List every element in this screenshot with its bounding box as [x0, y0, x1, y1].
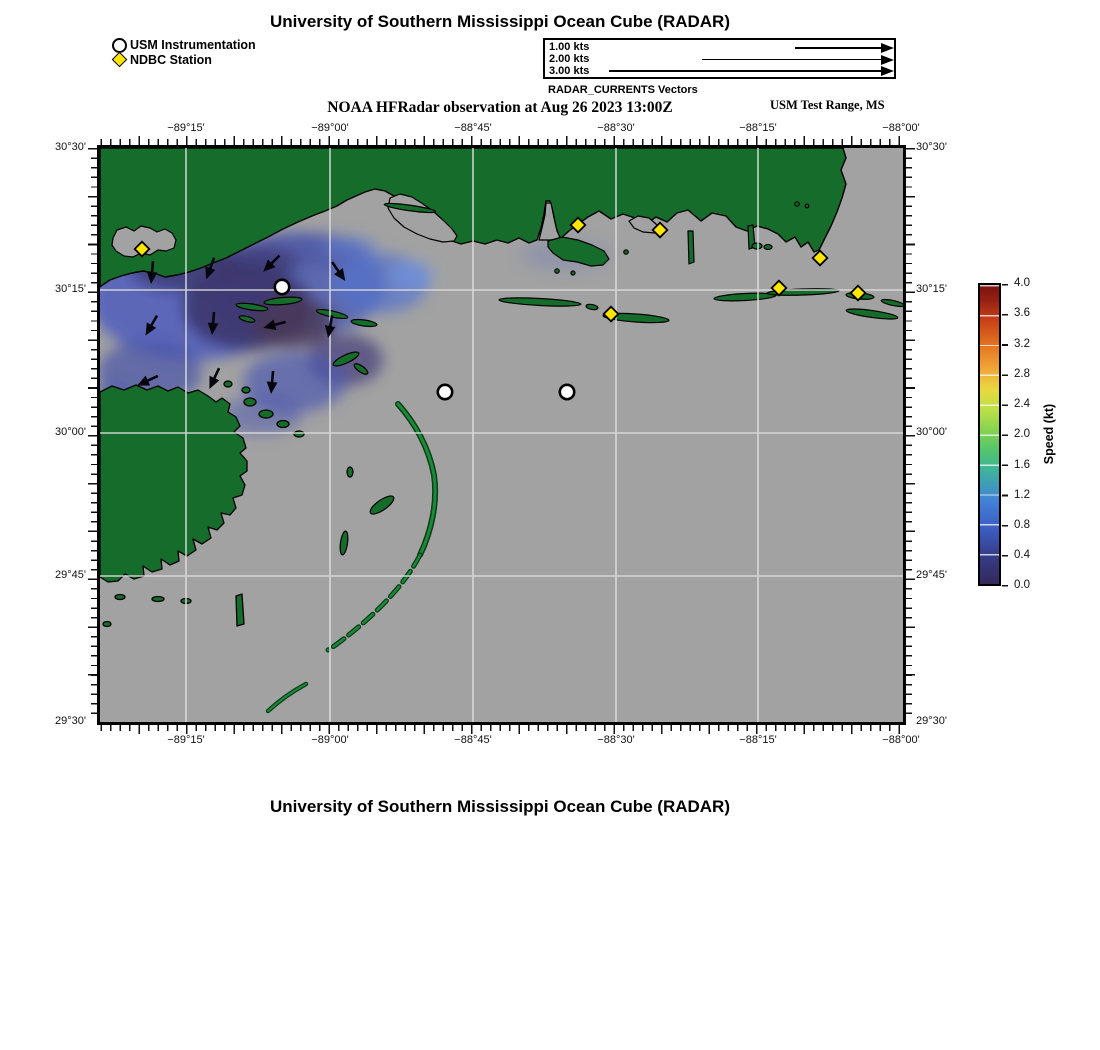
left-lat-label: 29°30'	[55, 715, 86, 727]
ndbc-station-icon	[111, 52, 127, 68]
colorbar-tick-label: 2.4	[1014, 398, 1030, 410]
top-lon-label: −88°45'	[454, 122, 492, 134]
colorbar-tick-label: 0.4	[1014, 549, 1030, 561]
colorbar-level-lines	[980, 285, 999, 584]
left-lat-label: 30°00'	[55, 426, 86, 438]
bottom-lon-label: −89°00'	[311, 734, 349, 746]
top-lon-label: −89°15'	[167, 122, 205, 134]
colorbar-tick-label: 3.2	[1014, 338, 1030, 350]
bottom-lon-label: −88°00'	[882, 734, 920, 746]
bottom-lon-label: −88°15'	[739, 734, 777, 746]
vector-scale-box	[543, 38, 896, 79]
page-title-bottom: University of Southern Mississippi Ocean Cube (RADAR)	[269, 797, 730, 816]
bottom-lon-label: −89°15'	[167, 734, 205, 746]
range-label: USM Test Range, MS	[770, 98, 885, 112]
usm-site-marker	[438, 385, 452, 399]
left-lat-label: 29°45'	[55, 569, 86, 581]
right-axis-minor-ticks	[906, 148, 912, 722]
speed-colorbar	[978, 283, 1001, 586]
colorbar-ticks	[1002, 284, 1008, 587]
top-lon-label: −89°00'	[311, 122, 349, 134]
right-lat-label: 30°30'	[916, 141, 947, 153]
colorbar-tick-label: 0.0	[1014, 579, 1030, 591]
scale-1kt-label: 1.00 kts	[549, 41, 590, 53]
colorbar-tick-label: 4.0	[1014, 277, 1030, 289]
colorbar-tick-label: 2.0	[1014, 428, 1030, 440]
page-title-top: University of Southern Mississippi Ocean Cube (RADAR)	[269, 12, 730, 31]
scale-2kt-label: 2.00 kts	[549, 53, 590, 65]
left-lat-label: 30°30'	[55, 141, 86, 153]
colorbar-tick-label: 3.6	[1014, 307, 1030, 319]
bottom-lon-label: −88°45'	[454, 734, 492, 746]
scale-2kt-arrowhead-icon	[881, 55, 894, 65]
vector-scale-caption: RADAR_CURRENTS Vectors	[548, 84, 698, 96]
map-plot-area	[97, 145, 906, 725]
scale-3kt-label: 3.00 kts	[549, 65, 590, 77]
scale-1kt-arrow-line	[795, 47, 883, 49]
top-lon-label: −88°00'	[882, 122, 920, 134]
colorbar-tick-label: 0.8	[1014, 519, 1030, 531]
colorbar-tick-label: 1.6	[1014, 459, 1030, 471]
map-svg	[100, 148, 903, 722]
right-lat-label: 30°00'	[916, 426, 947, 438]
scale-3kt-arrowhead-icon	[881, 66, 894, 76]
left-lat-label: 30°15'	[55, 283, 86, 295]
colorbar-axis-label: Speed (kt)	[1042, 403, 1056, 465]
legend-ndbc-label: NDBC Station	[130, 53, 212, 67]
right-lat-label: 29°30'	[916, 715, 947, 727]
colorbar-tick-label: 2.8	[1014, 368, 1030, 380]
colorbar-tick-label: 1.2	[1014, 489, 1030, 501]
bottom-lon-label: −88°30'	[597, 734, 635, 746]
scale-1kt-arrowhead-icon	[881, 43, 894, 53]
observation-subtitle: NOAA HFRadar observation at Aug 26 2023 13:00Z	[327, 99, 673, 116]
scale-2kt-arrow-line	[702, 59, 883, 61]
usm-site-marker	[275, 280, 289, 294]
bottom-axis-minor-ticks	[100, 725, 903, 731]
right-lat-label: 29°45'	[916, 569, 947, 581]
top-lon-label: −88°30'	[597, 122, 635, 134]
usm-site-marker	[560, 385, 574, 399]
map-legend	[112, 37, 332, 67]
right-lat-label: 30°15'	[916, 283, 947, 295]
top-lon-label: −88°15'	[739, 122, 777, 134]
legend-usm-label: USM Instrumentation	[130, 38, 256, 52]
scale-3kt-arrow-line	[609, 70, 883, 72]
